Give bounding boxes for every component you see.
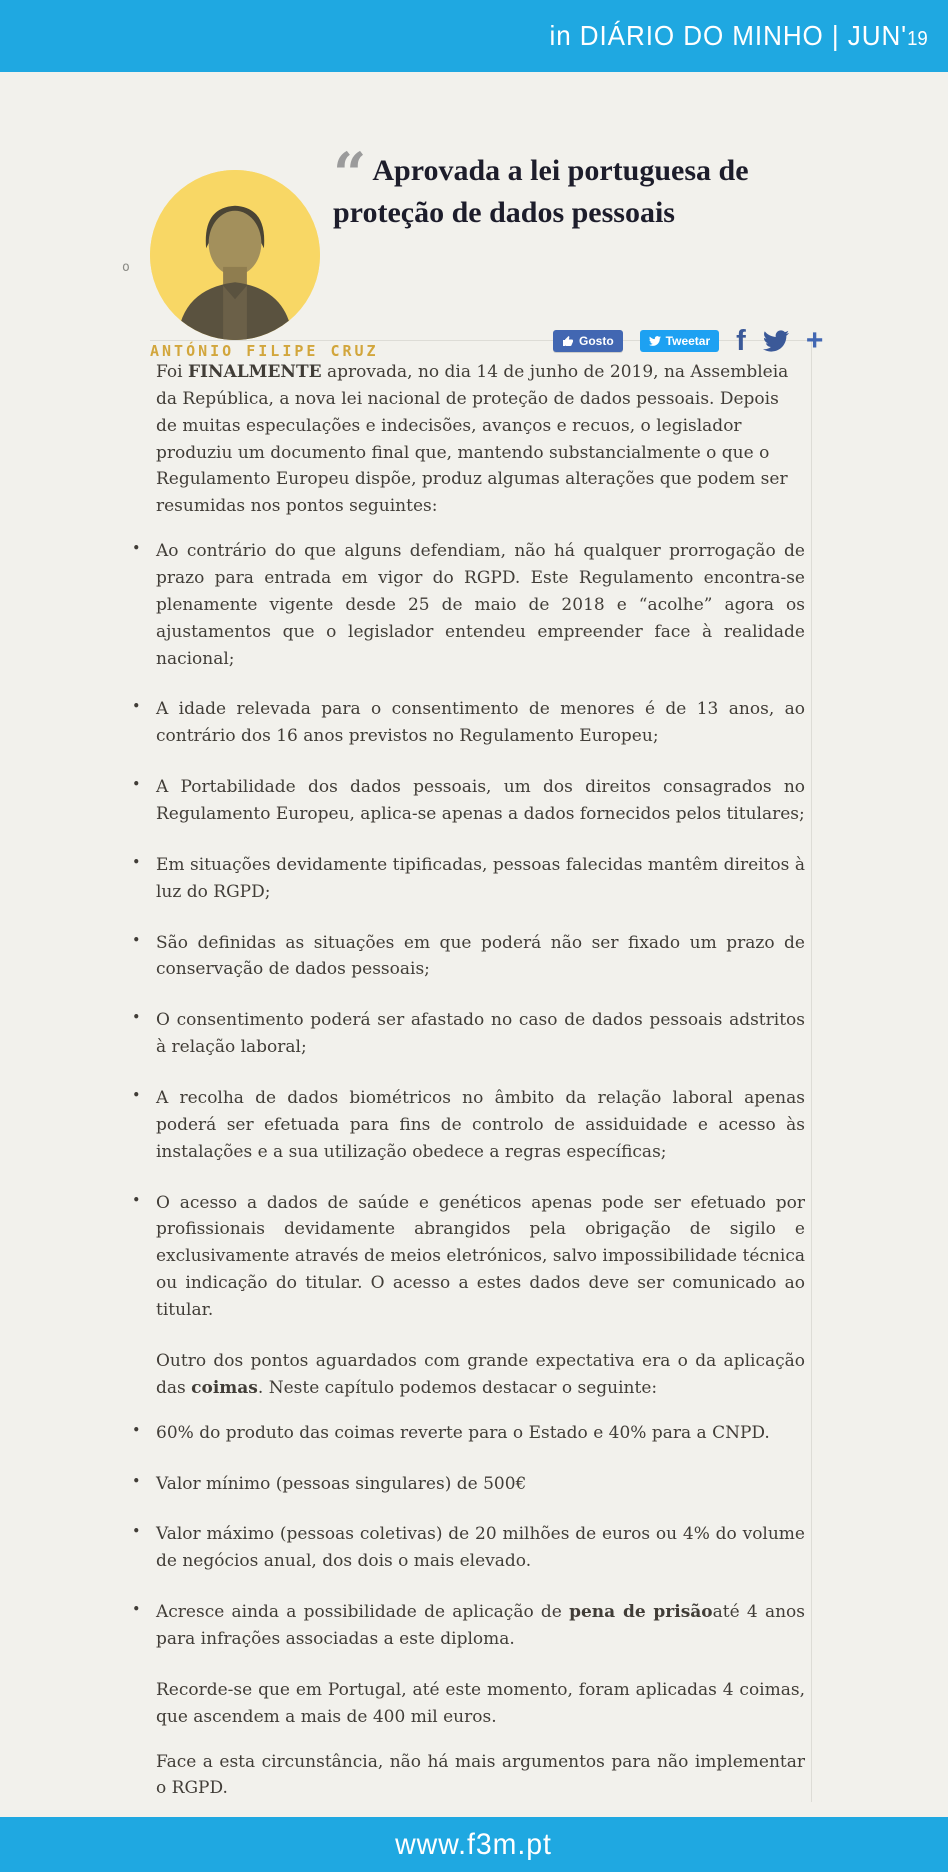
intro-text-cont: aprovada, no dia 14 de junho de 2019, na Assembleia da República, a nova lei nacional de proteção de dados pessoais. Depois de muitas especulações e indecisões, avanços e recuos, o legislador produziu um documento final que, mantendo substancialmente o que o Regulamento Europeu dispõe, produz algumas alterações que podem ser resumidas nos pontos seguintes:	[156, 362, 789, 517]
social-share-row	[553, 324, 824, 357]
title-line1: Aprovada a lei portuguesa de	[372, 154, 749, 187]
fines-intro-text: Outro dos pontos aguardados com grande expectativa era o da aplicação das	[156, 1350, 805, 1398]
banner-title	[550, 20, 928, 52]
twitter-bird-icon	[649, 335, 661, 347]
law-points-list	[156, 538, 805, 1324]
closing-paragraph: Recorde-se que em Portugal, até este momento, foram aplicadas 4 coimas, que ascendem a mais de 400 mil euros.	[156, 1679, 805, 1727]
facebook-share-icon[interactable]: f	[736, 324, 746, 357]
footer-link[interactable]: www.f3m.pt	[395, 1827, 553, 1861]
closing-paragraph: Face a esta circunstância, não há mais argumentos para não implementar o RGPD.	[156, 1751, 805, 1799]
prison-text-cont: até 4 anos para infrações associadas a este diploma.	[156, 1602, 805, 1649]
list-item: • A recolha de dados biométricos no âmbito da relação laboral apenas poderá ser efetuada para fins de controlo de assiduidade e acesso às instalações e a sua utilização obedece a regras específicas;	[156, 1085, 805, 1166]
list-item: • Em situações devidamente tipificadas, pessoas falecidas mantêm direitos à luz do RGPD;	[156, 852, 805, 906]
twitter-bird-icon	[763, 328, 789, 354]
list-item: • Ao contrário do que alguns defendiam, não há qualquer prorrogação de prazo para entrada em vigor do RGPD. Este Regulamento encontra-se plenamente vigente desde 25 de maio de 2018 e “acolhe” agora os ajustamentos que o legislador entendeu empreender face à realidade nacional;	[156, 538, 805, 672]
decorative-o-marker: o	[122, 260, 130, 275]
page-title: “ Aprovada a lei portuguesa de proteção de dados pessoais	[333, 140, 749, 229]
fines-intro-bold: coimas	[191, 1377, 258, 1398]
intro-text: Foi	[156, 362, 188, 382]
list-item: • O acesso a dados de saúde e genéticos apenas pode ser efetuado por profissionais devidamente abrangidos pela obrigação de sigilo e exclusivamente através de meios eletrónicos, salvo impossibilidade técnica ou indicação do titular. O acesso a estes dados deve ser comunicado ao titular.	[156, 1190, 805, 1324]
like-button-label: Gosto	[579, 334, 614, 348]
facebook-like-button[interactable]	[553, 330, 623, 352]
article-body	[150, 340, 812, 1802]
author-photo-duotone	[150, 170, 320, 340]
banner-text: in DIÁRIO DO MINHO | JUN'	[549, 20, 908, 51]
footer-bar	[0, 1817, 948, 1872]
list-item: • São definidas as situações em que poderá não ser fixado um prazo de conservação de dados pessoais;	[156, 930, 805, 984]
list-item	[156, 1599, 805, 1653]
fines-intro-paragraph	[156, 1348, 805, 1402]
list-item: • A Portabilidade dos dados pessoais, um dos direitos consagrados no Regulamento Europeu, aplica-se apenas a dados fornecidos pelos titulares;	[156, 774, 805, 828]
author-name: ANTÓNIO FILIPE CRUZ	[150, 342, 379, 360]
list-item: • A idade relevada para o consentimento de menores é de 13 anos, ao contrário dos 16 anos previstos no Regulamento Europeu;	[156, 696, 805, 750]
list-item: • O consentimento poderá ser afastado no caso de dados pessoais adstritos à relação laboral;	[156, 1007, 805, 1061]
twitter-share-icon[interactable]	[763, 328, 789, 354]
avatar	[150, 170, 320, 340]
article-header	[0, 72, 948, 360]
top-banner	[0, 0, 948, 72]
prison-bold: pena de prisão	[569, 1602, 713, 1623]
list-item: • 60% do produto das coimas reverte para o Estado e 40% para a CNPD.	[156, 1420, 805, 1447]
tweet-button-label: Tweetar	[665, 334, 711, 348]
title-line2: proteção de dados pessoais	[333, 196, 675, 229]
fines-intro-text-cont: . Neste capítulo podemos destacar o seguinte:	[257, 1377, 658, 1398]
intro-bold: FINALMENTE	[187, 362, 322, 382]
share-more-icon[interactable]: +	[805, 324, 824, 357]
thumbs-up-icon	[562, 335, 574, 347]
banner-year: 19	[907, 28, 928, 50]
list-item: • Valor máximo (pessoas coletivas) de 20 milhões de euros ou 4% do volume de negócios anual, dos dois o mais elevado.	[156, 1521, 805, 1575]
tweet-button[interactable]	[640, 330, 719, 352]
prison-text: Acresce ainda a possibilidade de aplicação de	[156, 1602, 570, 1623]
fines-list	[156, 1420, 805, 1653]
list-item: • Valor mínimo (pessoas singulares) de 500€	[156, 1471, 805, 1498]
intro-paragraph	[156, 359, 805, 520]
